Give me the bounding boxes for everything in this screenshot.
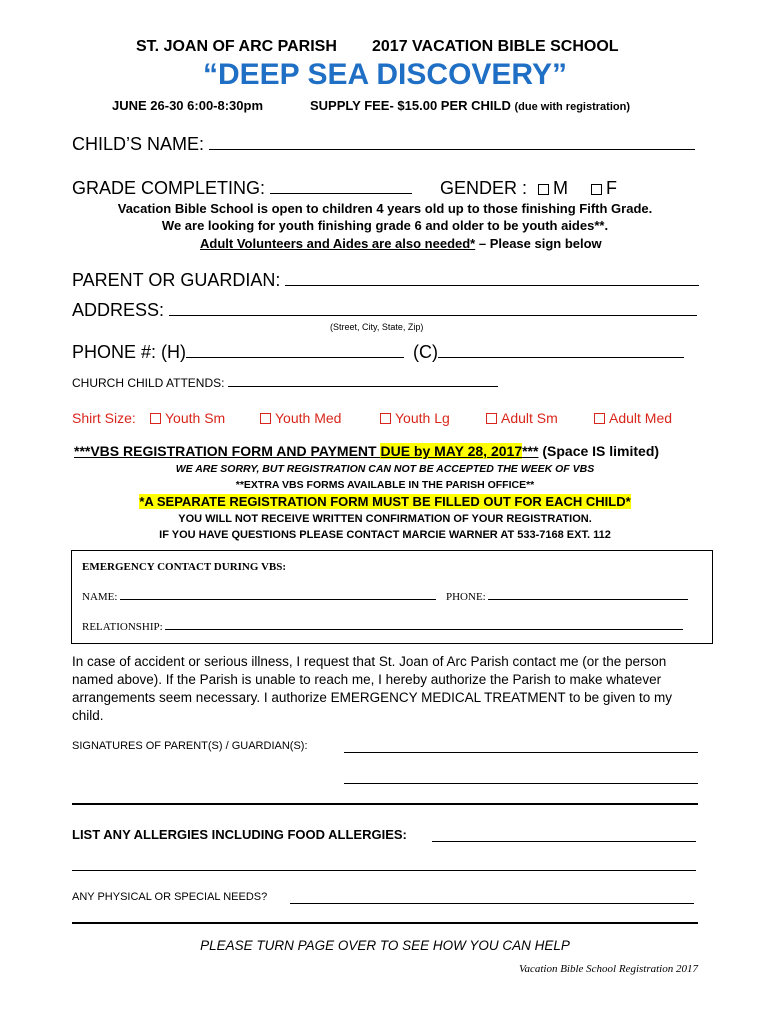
vbs-year-title: 2017 VACATION BIBLE SCHOOL bbox=[372, 38, 619, 55]
space-limited: (Space IS limited) bbox=[542, 443, 660, 459]
emergency-name-row bbox=[82, 591, 436, 603]
phone-row bbox=[72, 342, 684, 363]
youth-lg-label: Youth Lg bbox=[395, 410, 450, 426]
child-name-row bbox=[72, 134, 695, 155]
shirt-label-text: Shirt Size: bbox=[72, 410, 136, 426]
consent-text: In case of accident or serious illness, I request that St. Joan of Arc Parish contact me (or the person named above). If the Parish is unable to reach me, I hereby authorize the Parish to make whatever arrangements seem necessary. I authorize EMERGENCY MEDICAL TREATMENT to be given to my child. bbox=[72, 654, 672, 723]
address-row bbox=[72, 300, 697, 321]
emergency-name-field[interactable] bbox=[120, 598, 436, 600]
allergies-label: LIST ANY ALLERGIES INCLUDING FOOD ALLERGIES: bbox=[72, 827, 407, 842]
consent-paragraph bbox=[72, 653, 696, 725]
youth-lg-checkbox[interactable] bbox=[380, 413, 391, 424]
supply-fee: SUPPLY FEE- $15.00 PER CHILD bbox=[310, 98, 511, 113]
relationship-label: RELATIONSHIP: bbox=[82, 621, 163, 633]
youth-med-checkbox[interactable] bbox=[260, 413, 271, 424]
section-divider bbox=[72, 803, 698, 805]
sorry-line bbox=[0, 463, 770, 475]
youth-sm-label: Youth Sm bbox=[165, 410, 226, 426]
emergency-phone-field[interactable] bbox=[488, 598, 688, 600]
signature-line-1[interactable] bbox=[344, 752, 698, 753]
info-line-2 bbox=[0, 218, 770, 233]
gender-row bbox=[440, 178, 617, 199]
allergies-row bbox=[72, 827, 407, 842]
title-text: “DEEP SEA DISCOVERY” bbox=[203, 58, 567, 91]
document-footer bbox=[519, 963, 698, 975]
adult-sm-checkbox[interactable] bbox=[486, 413, 497, 424]
adult-med-label: Adult Med bbox=[609, 410, 673, 426]
emergency-title-text: EMERGENCY CONTACT DURING VBS: bbox=[82, 561, 287, 573]
questions-text: IF YOU HAVE QUESTIONS PLEASE CONTACT MARCIE WARNER AT 533-7168 EXT. 112 bbox=[159, 529, 611, 541]
shirt-option-youth-lg[interactable] bbox=[380, 410, 450, 426]
gender-m-label: M bbox=[553, 178, 569, 198]
child-name-label: CHILD’S NAME: bbox=[72, 134, 205, 154]
fee-line bbox=[310, 98, 630, 113]
deadline-post: *** bbox=[522, 443, 539, 459]
emergency-title bbox=[82, 561, 286, 573]
questions-line bbox=[0, 529, 770, 541]
separate-form-line bbox=[0, 494, 770, 509]
fee-note: (due with registration) bbox=[514, 101, 630, 113]
deadline-pre: ***VBS REGISTRATION FORM AND PAYMENT bbox=[74, 443, 381, 459]
footer-divider bbox=[72, 922, 698, 924]
guardian-field[interactable] bbox=[285, 284, 699, 286]
emergency-phone-label: PHONE: bbox=[446, 591, 486, 603]
turn-page-note bbox=[0, 938, 770, 953]
info-text-2: We are looking for youth finishing grade 6 and older to be youth aides**. bbox=[161, 218, 609, 233]
signatures-row bbox=[72, 740, 308, 752]
child-name-field[interactable] bbox=[209, 148, 695, 150]
grade-label: GRADE COMPLETING: bbox=[72, 178, 266, 198]
shirt-option-youth-sm[interactable] bbox=[150, 410, 225, 426]
volunteers-needed: Adult Volunteers and Aides are also needed* bbox=[200, 236, 476, 251]
signature-line-2[interactable] bbox=[344, 783, 698, 784]
shirt-size-label bbox=[72, 410, 136, 426]
grade-row bbox=[72, 178, 412, 199]
allergies-field[interactable] bbox=[432, 841, 696, 842]
adult-sm-label: Adult Sm bbox=[501, 410, 558, 426]
shirt-option-adult-med[interactable] bbox=[594, 410, 672, 426]
church-field[interactable] bbox=[228, 385, 498, 387]
grade-field[interactable] bbox=[270, 192, 412, 194]
phone-home-field[interactable] bbox=[186, 356, 404, 358]
phone-cell-field[interactable] bbox=[438, 356, 684, 358]
address-hint-text: (Street, City, State, Zip) bbox=[330, 322, 424, 332]
address-field[interactable] bbox=[169, 314, 697, 316]
phone-cell-label: (C) bbox=[413, 342, 439, 362]
extra-forms-line bbox=[0, 479, 770, 491]
church-label: CHURCH CHILD ATTENDS: bbox=[72, 376, 225, 390]
phone-home-label: PHONE #: (H) bbox=[72, 342, 187, 362]
signatures-label: SIGNATURES OF PARENT(S) / GUARDIAN(S): bbox=[72, 740, 308, 752]
turn-page-text: PLEASE TURN PAGE OVER TO SEE HOW YOU CAN HELP bbox=[200, 938, 570, 953]
deadline-line bbox=[74, 443, 659, 459]
separate-form-text: *A SEPARATE REGISTRATION FORM MUST BE FILLED OUT FOR EACH CHILD* bbox=[139, 494, 631, 509]
allergies-field-2[interactable] bbox=[72, 870, 696, 871]
address-label: ADDRESS: bbox=[72, 300, 165, 320]
extra-forms-text: **EXTRA VBS FORMS AVAILABLE IN THE PARISH OFFICE** bbox=[235, 479, 535, 491]
dates-line bbox=[112, 98, 263, 113]
sign-below: – Please sign below bbox=[475, 236, 602, 251]
deadline-underlined bbox=[74, 443, 538, 459]
shirt-option-youth-med[interactable] bbox=[260, 410, 341, 426]
header-parish bbox=[136, 38, 337, 56]
event-dates: JUNE 26-30 6:00-8:30pm bbox=[112, 98, 264, 113]
emergency-relationship-row bbox=[82, 621, 683, 633]
guardian-row bbox=[72, 270, 699, 291]
special-needs-field[interactable] bbox=[290, 903, 694, 904]
special-needs-label: ANY PHYSICAL OR SPECIAL NEEDS? bbox=[72, 891, 268, 903]
header-vbs bbox=[372, 38, 619, 56]
address-hint bbox=[330, 322, 423, 332]
document-name: Vacation Bible School Registration 2017 bbox=[518, 963, 698, 975]
gender-m-checkbox[interactable] bbox=[538, 184, 549, 195]
youth-sm-checkbox[interactable] bbox=[150, 413, 161, 424]
info-line-1 bbox=[0, 201, 770, 216]
gender-f-checkbox[interactable] bbox=[591, 184, 602, 195]
gender-f-label: F bbox=[606, 178, 618, 198]
guardian-label: PARENT OR GUARDIAN: bbox=[72, 270, 281, 290]
page-title bbox=[0, 58, 770, 92]
gender-label: GENDER : bbox=[440, 178, 528, 198]
church-row bbox=[72, 376, 498, 390]
emergency-name-label: NAME: bbox=[82, 591, 118, 603]
info-text-1: Vacation Bible School is open to children 4 years old up to those finishing Fifth Grade. bbox=[117, 201, 653, 216]
shirt-option-adult-sm[interactable] bbox=[486, 410, 558, 426]
info-line-3 bbox=[200, 236, 602, 251]
no-confirmation-line bbox=[0, 513, 770, 525]
parish-name: ST. JOAN OF ARC PARISH bbox=[136, 38, 337, 55]
emergency-phone-row bbox=[446, 591, 688, 603]
sorry-text: WE ARE SORRY, BUT REGISTRATION CAN NOT BE ACCEPTED THE WEEK OF VBS bbox=[175, 463, 595, 475]
deadline-date: DUE by MAY 28, 2017 bbox=[380, 443, 523, 459]
adult-med-checkbox[interactable] bbox=[594, 413, 605, 424]
special-needs-row bbox=[72, 891, 267, 903]
emergency-contact-box bbox=[71, 550, 713, 644]
relationship-field[interactable] bbox=[165, 628, 683, 630]
youth-med-label: Youth Med bbox=[275, 410, 342, 426]
no-confirmation-text: YOU WILL NOT RECEIVE WRITTEN CONFIRMATION OF YOUR REGISTRATION. bbox=[178, 513, 592, 525]
